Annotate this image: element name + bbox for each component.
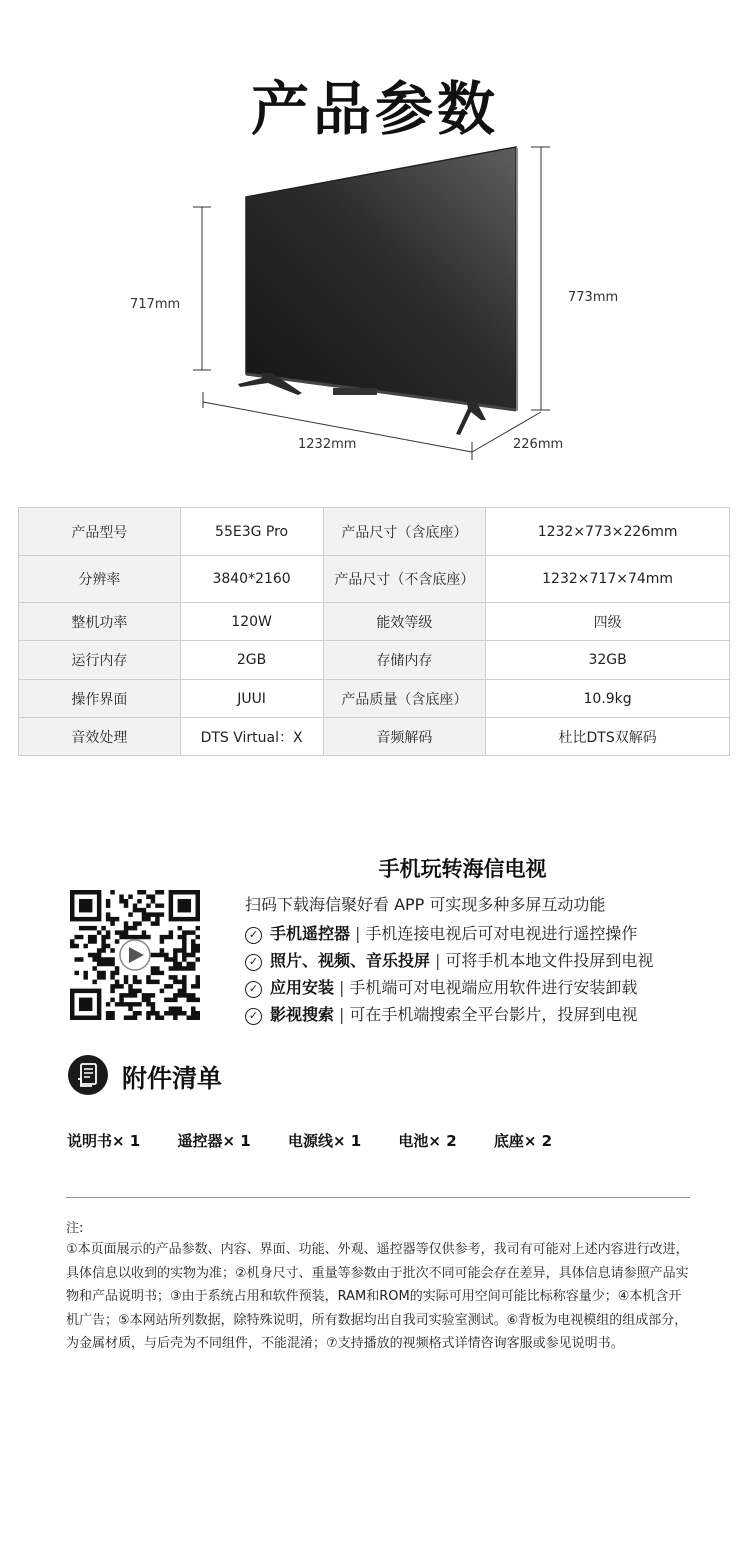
height-with-base-label: 773mm — [568, 290, 619, 305]
spec-key: 存储内存 — [323, 641, 486, 680]
spec-table — [18, 507, 730, 756]
feature-separator: | — [435, 951, 441, 970]
feature-desc: 手机连接电视后可对电视进行遥控操作 — [365, 924, 638, 943]
page-title: 产品参数 — [250, 75, 499, 143]
spec-value: JUUI — [180, 680, 323, 718]
spec-value: 3840*2160 — [180, 556, 323, 603]
spec-value: 32GB — [486, 641, 730, 680]
feature-separator: | — [339, 978, 345, 997]
table-row — [19, 641, 730, 680]
notes-heading: 注: — [66, 1221, 84, 1236]
feature-name: 影视搜索 — [270, 1005, 335, 1024]
spec-value: 120W — [180, 603, 323, 641]
feature-item — [245, 948, 653, 971]
tv-frame-edge — [516, 147, 518, 411]
spec-key: 音频解码 — [323, 718, 486, 756]
feature-name: 照片、视频、音乐投屏 — [270, 951, 431, 970]
feature-item — [245, 975, 637, 998]
notes-body: ①本页面展示的产品参数、内容、界面、功能、外观、遥控器等仅供参考，我司有可能对上述内容进行改进，具体信息以收到的实物为准；②机身尺寸、重量等参数由于批次不同可能会存在差异，具体信息请参照产品实物和产品说明书；③由于系统占用和软件预装，RAM和ROM的实际可用空间可能比标称容量少；④本机含开机广告；⑤本网站所列数据，除特殊说明，所有数据均出自我司实验室测试。⑥背板为电视模组的组成部分，为金属材质，与后壳为不同组件，不能混淆；⑦支持播放的视频格式详情咨询客服或参见说明书。 — [66, 1242, 689, 1352]
spec-value: 杜比DTS双解码 — [486, 718, 730, 756]
feature-name: 手机遥控器 — [270, 924, 351, 943]
app-section-title: 手机玩转海信电视 — [378, 857, 547, 881]
list-item: 电源线× 1 — [287, 1132, 362, 1150]
app-section-subtitle: 扫码下载海信聚好看 APP 可实现多种多屏互动功能 — [245, 895, 606, 914]
tv-illustration — [0, 130, 750, 470]
spec-value: 10.9kg — [486, 680, 730, 718]
spec-key: 产品型号 — [19, 508, 181, 556]
check-circle-icon: ✓ — [245, 927, 262, 944]
feature-item — [245, 921, 637, 944]
check-circle-icon: ✓ — [245, 1008, 262, 1025]
spec-value: 2GB — [180, 641, 323, 680]
list-item: 底座× 2 — [493, 1132, 553, 1150]
spec-value: 四级 — [486, 603, 730, 641]
accessories-title: 附件清单 — [122, 1064, 223, 1093]
divider — [66, 1197, 690, 1198]
spec-value: 1232×717×74mm — [486, 556, 730, 603]
document-list-icon — [68, 1055, 108, 1095]
spec-key: 操作界面 — [19, 680, 181, 718]
feature-name: 应用安装 — [270, 978, 335, 997]
spec-key: 产品质量（含底座） — [323, 680, 486, 718]
spec-value: 55E3G Pro — [180, 508, 323, 556]
height-without-base-label: 717mm — [130, 297, 181, 312]
table-row — [19, 718, 730, 756]
list-item: 电池× 2 — [398, 1132, 457, 1150]
list-item: 遥控器× 1 — [177, 1132, 251, 1150]
feature-separator: | — [355, 924, 361, 943]
check-circle-icon: ✓ — [245, 981, 262, 998]
table-row — [19, 508, 730, 556]
feature-desc: 可将手机本地文件投屏到电视 — [445, 951, 654, 970]
feature-desc: 可在手机端搜索全平台影片，投屏到电视 — [349, 1005, 638, 1024]
spec-key: 运行内存 — [19, 641, 181, 680]
spec-key: 整机功率 — [19, 603, 181, 641]
list-item: 说明书× 1 — [67, 1132, 141, 1150]
spec-key: 产品尺寸（不含底座） — [323, 556, 486, 603]
table-row — [19, 680, 730, 718]
spec-value: 1232×773×226mm — [486, 508, 730, 556]
feature-desc: 手机端可对电视端应用软件进行安装卸载 — [349, 978, 638, 997]
depth-label: 226mm — [513, 437, 564, 452]
spec-value: DTS Virtual：X — [180, 718, 323, 756]
table-row — [19, 603, 730, 641]
spec-key: 音效处理 — [19, 718, 181, 756]
spec-key: 分辨率 — [19, 556, 181, 603]
spec-key: 产品尺寸（含底座） — [323, 508, 486, 556]
spec-key: 能效等级 — [323, 603, 486, 641]
accessories-list — [67, 1130, 584, 1151]
tv-screen — [246, 147, 516, 410]
width-label: 1232mm — [298, 437, 357, 452]
qr-code[interactable] — [70, 890, 200, 1020]
check-circle-icon: ✓ — [245, 954, 262, 971]
feature-item — [245, 1002, 637, 1025]
table-row — [19, 556, 730, 603]
feature-separator: | — [339, 1005, 345, 1024]
tv-dimension-diagram — [0, 130, 750, 470]
